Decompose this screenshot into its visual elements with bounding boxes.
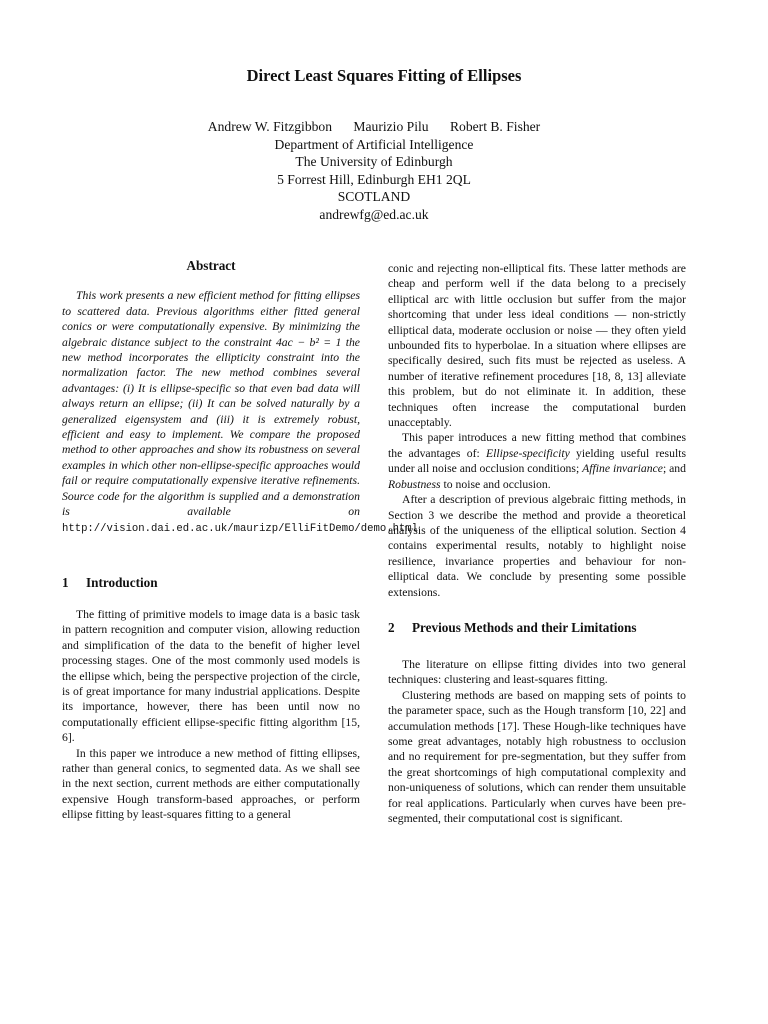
paragraph: The fitting of primitive models to image data is a basic task in pattern recognition and computer vision, allowing reduction and simplification of the data to the benefit of higher level processing stages. One of the most commonly used models is the ellipse which, being the perspective projection of the circle, is of great importance for many industrial applications. Despite its importance, however, there has been until now no computationally efficient ellipse-specific fitting algorithm [15, 6]. <box>62 607 360 745</box>
paragraph: Clustering methods are based on mapping sets of points to the parameter space, such as the Hough transform [10, 22] and accumulation methods [17]. These Hough-like techniques have some great advantages, notably high robustness to occlusion and no requirement for pre-segmentation, but they suffer from the great shortcomings of high computational complexity and non-uniqueness of solutions, which can render them unsuitable for real applications. Particularly when curves have been pre-segmented, their computational cost is significant. <box>388 688 686 825</box>
abstract-text <box>62 288 419 537</box>
author-email: andrewfg@ed.ac.uk <box>319 206 429 222</box>
author-name: Maurizio Pilu <box>353 119 429 134</box>
section-number: 2 <box>388 619 395 635</box>
right-column <box>388 261 686 826</box>
affiliation-university: The University of Edinburgh <box>295 154 453 170</box>
abstract-text-part: This work presents a new efficient method for fitting ellipses to scattered data. Previous algorithms either fitted general conics or were computationally expensive. By minimizing the algebraic distance subject to the constraint <box>62 289 360 349</box>
section-title: Previous Methods and their Limitations <box>412 619 637 635</box>
constraint-equation: 4ac − b² = 1 <box>275 335 342 349</box>
author-block <box>0 118 748 224</box>
paragraph-part: yielding useful results under all noise and occlusion conditions; <box>388 446 686 476</box>
paragraph-part: ; and <box>662 462 686 476</box>
affiliation-country: SCOTLAND <box>337 189 411 205</box>
section-heading-previous-methods <box>388 620 686 636</box>
abstract-heading: Abstract <box>186 258 236 273</box>
paragraph: The literature on ellipse fitting divides into two general techniques: clustering and least-squares fitting. <box>388 657 686 687</box>
author-name: Andrew W. Fitzgibbon <box>207 119 333 134</box>
paragraph: conic and rejecting non-elliptical fits. These latter methods are cheap and perform well if the data belong to a precisely elliptical arc with little occlusion but suffer from the major shortcoming that under less ideal conditions — non-strictly elliptical data, moderate occlusion or noise — they often yield unbounded fits to hyperbolae. In a situation where ellipses are specifically desired, such fits must be rejected as useless. A number of iterative refinement procedures [18, 8, 13] alleviate this problem, but do not eliminate it. In addition, these techniques often increase the computational burden unacceptably. <box>388 262 686 430</box>
section-title: Introduction <box>86 574 158 590</box>
paragraph-part: to noise and occlusion. <box>440 477 551 491</box>
paragraph: After a description of previous algebraic fitting methods, in Section 3 we describe the method and provide a theoretical analysis of the uniqueness of the elliptical solution. Section 4 contains experimental results, notably to highlight noise resilience, invariance properties and behaviour for non-elliptical data. We conclude by presenting some possible extensions. <box>388 493 686 599</box>
affiliation-address: 5 Forrest Hill, Edinburgh EH1 2QL <box>277 171 471 187</box>
left-column <box>62 256 419 823</box>
section-number: 1 <box>62 574 69 590</box>
paragraph: In this paper we introduce a new method of fitting ellipses, rather than general conics, to segmented data. As we shall see in the next section, current methods are either computationally expensive Hough transform-based approaches, or perform ellipse fitting by least-squares fitting to a general <box>62 746 360 822</box>
emphasis-ellipse-specificity: Ellipse-specificity <box>486 446 570 460</box>
section-heading-introduction <box>62 575 360 591</box>
demo-url-link[interactable]: http://vision.dai.ed.ac.uk/maurizp/ElliFitDemo/demo.html <box>62 522 419 535</box>
abstract-text-part: the new method incorporates the ellipticity constraint into the normalization factor. The new method combines several advantages: (i) It is ellipse-specific so that even bad data will always return an ellipse; (ii) It can be solved naturally by a generalized eigensystem and (iii) it is extremely robust, efficient and easy to implement. We compare the proposed method to other approaches and show its robustness on several examples in which other non-ellipse-specific approaches would fail or require computationally expensive iterative refinements. Source code for the algorithm is supplied and a demonstration is available on <box>62 335 360 519</box>
emphasis-affine-invariance: Affine invariance <box>582 462 663 476</box>
paper-title: Direct Least Squares Fitting of Ellipses <box>246 66 522 85</box>
paragraph-part: This paper introduces a new fitting method that combines the advantages of: <box>388 431 686 460</box>
author-name: Robert B. Fisher <box>449 119 541 134</box>
author-list <box>0 118 748 136</box>
paragraph <box>388 430 686 492</box>
emphasis-robustness: Robustness <box>388 477 441 491</box>
affiliation-department: Department of Artificial Intelligence <box>274 136 474 152</box>
